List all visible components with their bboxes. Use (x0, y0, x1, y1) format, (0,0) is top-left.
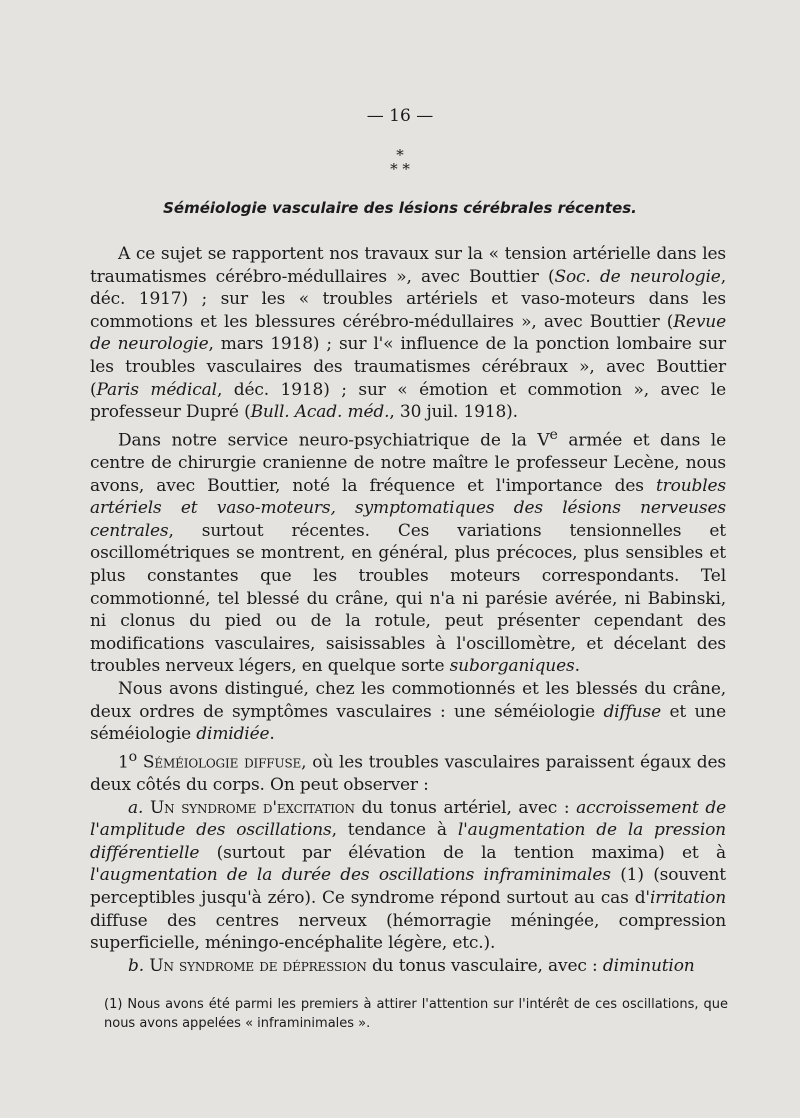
paragraph-distinction: Nous avons distingué, chez les commotionnés et les blessés du crâne, deux ordres de symptômes vasculaires : une séméiologie diffuse et une séméiologie dimidiée. (90, 678, 726, 745)
paragraph-references: A ce sujet se rapportent nos travaux sur la « tension artérielle dans les traumatismes cérébro-médullaires », avec Bouttier (Soc. de neurologie, déc. 1917) ; sur les « troubles artériels et vaso-moteurs dans les commotions et les blessures cérébro-médullaires », avec Bouttier (Revue de neurologie, mars 1918) ; sur l'« influence de la ponction lombaire sur les troubles vasculaires des traumatismes cérébraux », avec Bouttier (Paris médical, déc. 1918) ; sur « émotion et commotion », avec le professeur Dupré (Bull. Acad. méd., 30 juil. 1918). (90, 244, 726, 423)
paragraph-depression-syndrome: b. Un syndrome de dépression du tonus vasculaire, avec : diminution (128, 955, 695, 976)
page-number: — 16 — (366, 106, 434, 126)
asterism-top: * (396, 146, 404, 164)
section-heading: Séméiologie vasculaire des lésions cérébrales récentes. (163, 199, 637, 217)
asterism-ornament (0, 148, 800, 176)
paragraph-service: Dans notre service neuro-psychiatrique de la Ve armée et dans le centre de chirurgie cranienne de notre maître le professeur Lecène, nous avons, avec Bouttier, noté la fréquence et l'importance des troubles artériels et vaso-moteurs, symptomatiques des lésions nerveuses centrales, surtout récentes. Ces variations tensionnelles et oscillométriques se montrent, en général, plus précoces, plus sensibles et plus constantes que les troubles moteurs correspondants. Tel commotionné, tel blessé du crâne, qui n'a ni parésie avérée, ni Babinski, ni clonus du pied ou de la rotule, peut présenter cependant des modifications vasculaires, saisissables à l'oscillomètre, et décelant des troubles nerveux légers, en quelque sorte suborganiques. (90, 426, 727, 677)
paragraph-excitation-syndrome: a. Un syndrome d'excitation du tonus artériel, avec : accroissement de l'amplitude des oscillations, tendance à l'augmentation de la pression différentielle (surtout par élévation de la tention maxima) et à l'augmentation de la durée des oscillations inframinimales (1) (souvent perceptibles jusqu'à zéro). Ce syndrome répond surtout au cas d'irritation diffuse des centres nerveux (hémorragie méningée, compression superficielle, méningo-encéphalite légère, etc.). (90, 797, 727, 954)
body-text (90, 243, 726, 977)
asterism-bottom: * * (390, 160, 410, 178)
paragraph-diffuse-semiology: 1$^o$ Séméiologie diffuse, où les troubles vasculaires paraissent égaux des deux côtés du corps. On peut observer : (90, 748, 726, 795)
footnote: (1) Nous avons été parmi les premiers à attirer l'attention sur l'intérêt de ces oscillations, que nous avons appelées « inframinimales ». (104, 997, 728, 1031)
